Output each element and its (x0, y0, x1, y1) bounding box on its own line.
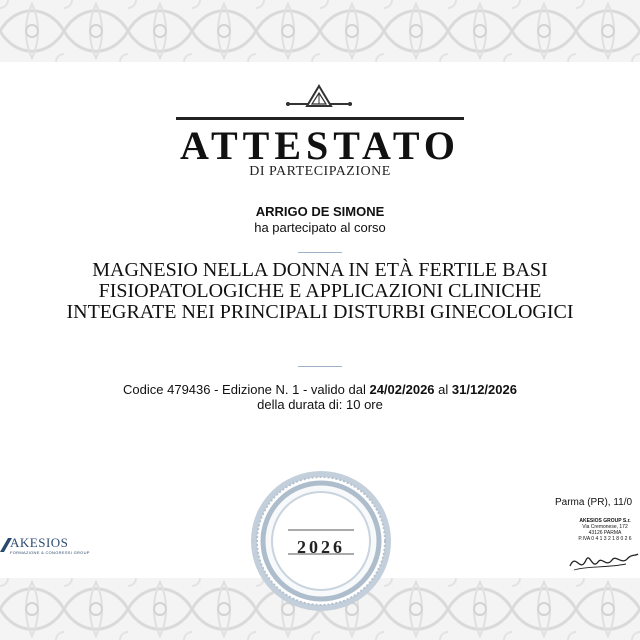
top-ornament-band (0, 0, 640, 62)
code-prefix: Codice 479436 - Edizione N. 1 - valido dal (123, 382, 370, 397)
seal-year: 2026 (297, 537, 345, 557)
stamp-vat: P.IVA 0 4 1 3 2 1 8 0 2 6 (578, 536, 632, 542)
valid-mid: al (434, 382, 452, 397)
participated-text: ha partecipato al corso (254, 220, 386, 235)
signature-icon (566, 544, 640, 576)
company-stamp (570, 518, 640, 542)
stamp-city: 43126 PARMA (588, 530, 622, 536)
separator-line (298, 252, 342, 253)
stamp-address: Via Cremonese, 172 (582, 524, 628, 530)
title-top-rule (176, 117, 464, 120)
valid-to-date: 31/12/2026 (451, 382, 517, 397)
certificate-title: ATTESTATO (180, 123, 460, 168)
course-code-validity (0, 382, 640, 397)
separator-line (298, 366, 342, 367)
course-title-line: MAGNESIO NELLA DONNA IN ETÀ FERTILE BASI (92, 259, 548, 281)
course-duration: della durata di: 10 ore (257, 397, 383, 412)
logo-tagline: FORMAZIONE & CONGRESSI GROUP (10, 550, 90, 555)
stamp-company: AKESIOS GROUP S.r. (579, 518, 631, 524)
place-date: Parma (PR), 11/0 (555, 497, 633, 508)
logo-text: AKESIOS (10, 535, 69, 550)
ornament-pattern-top (0, 0, 640, 62)
valid-from-date: 24/02/2026 (369, 382, 435, 397)
triangle-emblem-icon (286, 84, 352, 112)
participant-name: ARRIGO DE SIMONE (255, 204, 385, 219)
certificate-subtitle: DI PARTECIPAZIONE (249, 164, 391, 179)
course-title-line: INTEGRATE NEI PRINCIPALI DISTURBI GINECOLOGICI (66, 301, 574, 323)
course-title (30, 260, 610, 323)
course-title-line: FISIOPATOLOGICHE E APPLICAZIONI CLINICHE (98, 280, 542, 302)
